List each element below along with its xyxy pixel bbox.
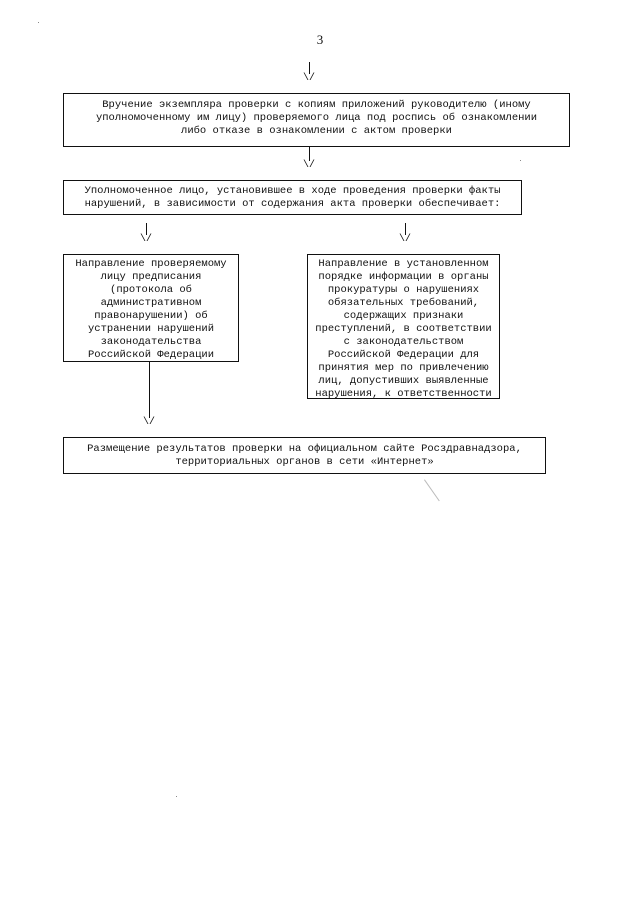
- scan-speck: [176, 796, 177, 797]
- prosecution-box: Направление в установленном порядке информации в органы прокуратуры о нарушениях обязательных требований, содержащих признаки преступлений, в соответствии с законодательством Российской Федерации для принятия мер по привлечению лиц, допустивших выявленные нарушения, к ответственности: [307, 254, 500, 399]
- publication-box: Размещение результатов проверки на официальном сайте Росздравнадзора, территориальных органов в сети «Интернет»: [63, 437, 546, 474]
- scan-speck: [520, 160, 521, 161]
- arrow-head: \/: [140, 234, 153, 245]
- arrow-head: \/: [399, 234, 412, 245]
- page-number: 3: [316, 32, 324, 47]
- authorized-box: Уполномоченное лицо, установившее в ходе проведения проверки факты нарушений, в зависимости от содержания акта проверки обеспечивает:: [63, 180, 522, 215]
- delivery-box: Вручение экземпляра проверки с копиям приложений руководителю (иному уполномоченному им лицу) проверяемого лица под роспись об ознакомлении либо отказе в ознакомлении с актом проверки: [63, 93, 570, 147]
- arrow-to-delivery: [303, 62, 317, 86]
- arrow-to-authorized: [303, 147, 317, 173]
- scan-speck: [38, 22, 39, 23]
- scan-mark: [424, 479, 440, 501]
- arrow-to-prosecution: [399, 223, 413, 247]
- prescription-box: Направление проверяемому лицу предписания (протокола об административном правонарушении) об устранении нарушений законодательства Российской Федерации: [63, 254, 239, 362]
- arrow-head: \/: [303, 160, 316, 171]
- arrow-to-prescription: [140, 223, 154, 247]
- arrow-head: \/: [303, 73, 316, 84]
- arrow-head: \/: [143, 417, 156, 428]
- arrow-to-publication: [143, 362, 157, 430]
